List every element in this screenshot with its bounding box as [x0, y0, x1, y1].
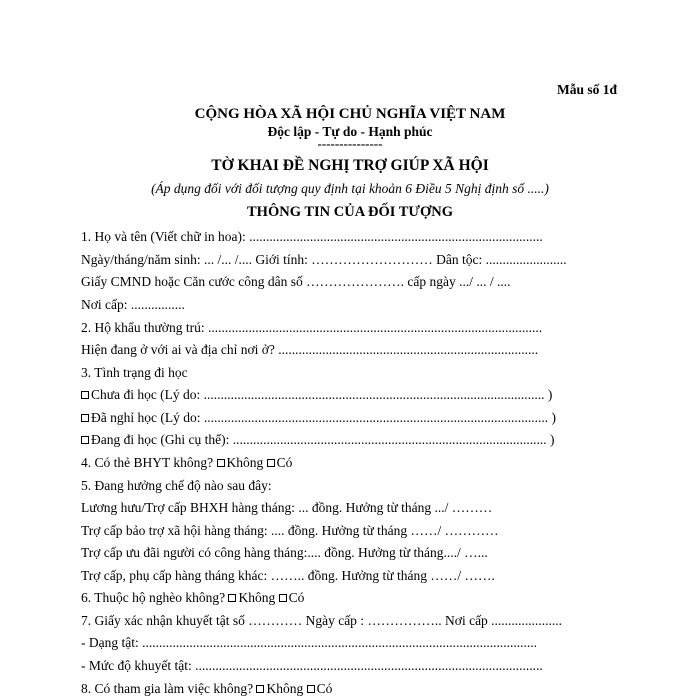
- field-merit-allowance: Trợ cấp ưu đãi người có công hàng tháng:.... đồng. Hưởng từ tháng..../ …...: [81, 545, 488, 560]
- health-insurance-no-checkbox[interactable]: [217, 459, 225, 467]
- health-insurance-yes-label: Có: [276, 455, 293, 470]
- option-dropped-out: [81, 410, 556, 426]
- health-insurance-yes-checkbox[interactable]: [267, 459, 275, 467]
- field-permanent-residence: 2. Hộ khẩu thường trú: ...................................................................................................: [81, 320, 543, 335]
- poor-household-no-label: Không: [238, 590, 276, 605]
- field-current-residence: Hiện đang ở với ai và địa chỉ nơi ở? .............................................................................: [81, 342, 539, 357]
- health-insurance-question: 4. Có thẻ BHYT không?: [81, 455, 214, 470]
- dropped-out-label: Đã nghỉ học (Lý do: ...................................................................................................... ): [91, 410, 556, 425]
- poor-household-no-checkbox[interactable]: [228, 594, 236, 602]
- employment-no-checkbox[interactable]: [256, 685, 264, 693]
- option-in-school: [81, 432, 554, 448]
- field-other-allowance: Trợ cấp, phụ cấp hàng tháng khác: …….. đồng. Hưởng từ tháng ……/ …….: [81, 568, 495, 583]
- section-title: THÔNG TIN CỦA ĐỐI TƯỢNG: [247, 204, 453, 220]
- nation-heading: CỘNG HÒA XÃ HỘI CHỦ NGHĨA VIỆT NAM: [194, 106, 506, 122]
- header-separator: ---------------: [317, 136, 383, 151]
- document-subtitle: (Áp dụng đối với đối tượng quy định tại khoản 6 Điều 5 Nghị định số .....): [151, 181, 549, 196]
- employment-no-label: Không: [266, 681, 304, 696]
- poor-household-yes-label: Có: [288, 590, 305, 605]
- field-birth-gender-ethnicity: Ngày/tháng/năm sinh: ... /... /.... Giới tính: ……………………… Dân tộc: ........................: [81, 252, 567, 267]
- never-attended-label: Chưa đi học (Lý do: ..................................................................................................... ): [91, 387, 553, 402]
- field-disability-certificate: 7. Giấy xác nhận khuyết tật số ………… Ngày cấp : …………….. Nơi cấp .....................: [81, 613, 563, 628]
- in-school-checkbox[interactable]: [81, 436, 89, 444]
- document-title: TỜ KHAI ĐỀ NGHỊ TRỢ GIÚP XÃ HỘI: [211, 157, 489, 174]
- field-health-insurance: [81, 455, 292, 471]
- health-insurance-no-label: Không: [226, 455, 264, 470]
- field-social-allowance: Trợ cấp bảo trợ xã hội hàng tháng: .... đồng. Hưởng từ tháng ……/ …………: [81, 523, 499, 538]
- poor-household-yes-checkbox[interactable]: [279, 594, 287, 602]
- form-code: Mẫu số 1đ: [556, 82, 617, 97]
- in-school-label: Đang đi học (Ghi cụ thể): ............................................................................................. ): [91, 432, 555, 447]
- motto: Độc lập - Tự do - Hạnh phúc: [267, 124, 433, 139]
- never-attended-checkbox[interactable]: [81, 391, 89, 399]
- option-never-attended: [81, 387, 552, 403]
- field-id-card: Giấy CMND hoặc Căn cước công dân số …………………. cấp ngày .../ ... / ....: [81, 274, 511, 289]
- field-disability-type: - Dạng tật: .....................................................................................................................: [81, 635, 537, 650]
- field-issued-place: Nơi cấp: ................: [81, 297, 185, 312]
- field-poor-household: [81, 590, 304, 606]
- field-full-name: 1. Họ và tên (Viết chữ in hoa): .......................................................................................: [81, 229, 543, 244]
- field-school-status: 3. Tình trạng đi học: [81, 365, 188, 380]
- poor-household-question: 6. Thuộc hộ nghèo không?: [81, 590, 226, 605]
- field-pension: Lương hưu/Trợ cấp BHXH hàng tháng: ... đồng. Hưởng từ tháng .../ ………: [81, 500, 493, 515]
- dropped-out-checkbox[interactable]: [81, 414, 89, 422]
- employment-question: 8. Có tham gia làm việc không?: [81, 681, 254, 696]
- field-disability-level: - Mức độ khuyết tật: .......................................................................................................: [81, 658, 543, 673]
- field-benefits: 5. Đang hưởng chế độ nào sau đây:: [81, 478, 272, 493]
- employment-yes-label: Có: [316, 681, 333, 696]
- employment-yes-checkbox[interactable]: [307, 685, 315, 693]
- field-employment: [81, 681, 332, 697]
